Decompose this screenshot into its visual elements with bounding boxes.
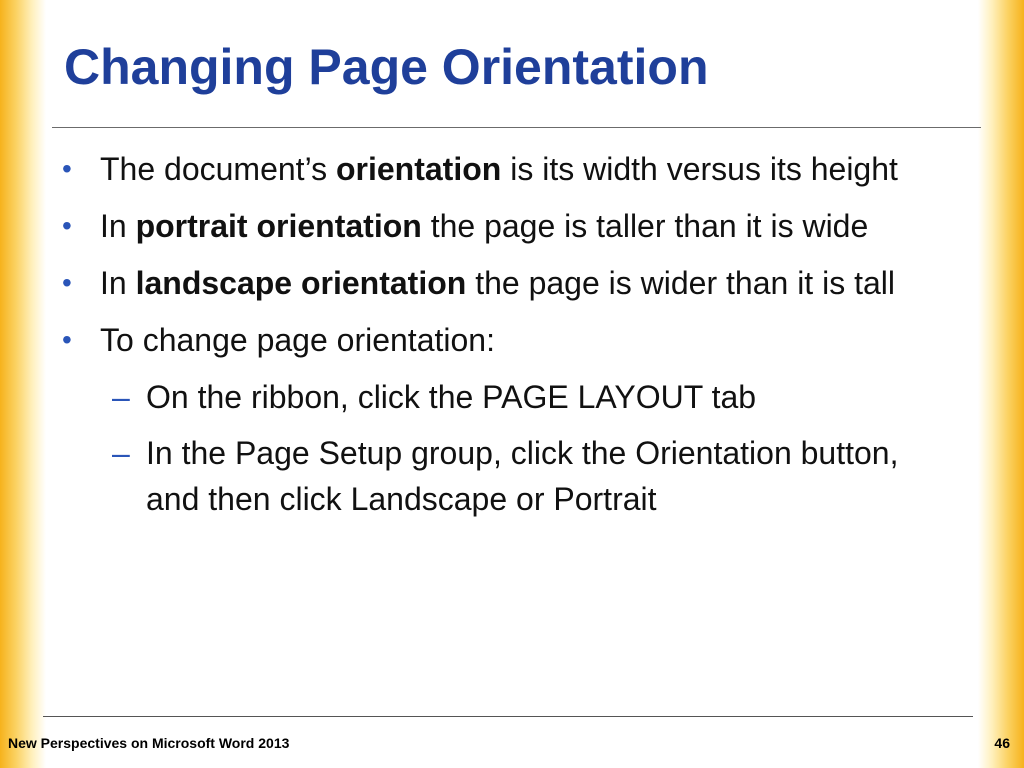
subbullet-marker: –	[112, 435, 130, 471]
footer-text: New Perspectives on Microsoft Word 2013	[8, 735, 290, 751]
bullet-marker: •	[62, 153, 72, 184]
page-number: 46	[994, 735, 1010, 751]
bullet-portrait	[62, 203, 942, 249]
subbullet-orientation-button	[62, 430, 942, 522]
bullet-marker: •	[62, 267, 72, 298]
bullet-text-bold: landscape orientation	[135, 265, 467, 301]
bullet-marker: •	[62, 324, 72, 355]
subbullet-text: In the Page Setup group, click the Orientation button, and then click Landscape or Portrait	[146, 435, 899, 517]
subbullet-marker: –	[112, 379, 130, 415]
bullet-text-pre: In	[100, 208, 136, 244]
bullet-text-post: the page is wider than it is tall	[466, 265, 895, 301]
bullet-marker: •	[62, 210, 72, 241]
title-divider	[52, 127, 981, 128]
bullet-text: To change page orientation:	[100, 322, 495, 358]
slide-title: Changing Page Orientation	[64, 39, 709, 95]
subbullet-text: On the ribbon, click the PAGE LAYOUT tab	[146, 379, 757, 415]
bullet-change-orientation	[62, 317, 942, 363]
bullet-text-pre: The document’s	[100, 151, 336, 187]
right-gold-edge	[978, 0, 1024, 768]
subbullet-page-layout-tab	[62, 374, 942, 420]
bullet-orientation	[62, 146, 942, 192]
bullet-landscape	[62, 260, 942, 306]
bullet-text-bold: portrait orientation	[135, 208, 422, 244]
bullet-text-post: is its width versus its height	[501, 151, 898, 187]
footer-divider	[43, 716, 973, 717]
bullet-text-pre: In	[100, 265, 136, 301]
bullet-text-bold: orientation	[335, 151, 502, 187]
slide-body	[62, 146, 942, 532]
bullet-text-post: the page is taller than it is wide	[421, 208, 869, 244]
left-gold-edge	[0, 0, 46, 768]
